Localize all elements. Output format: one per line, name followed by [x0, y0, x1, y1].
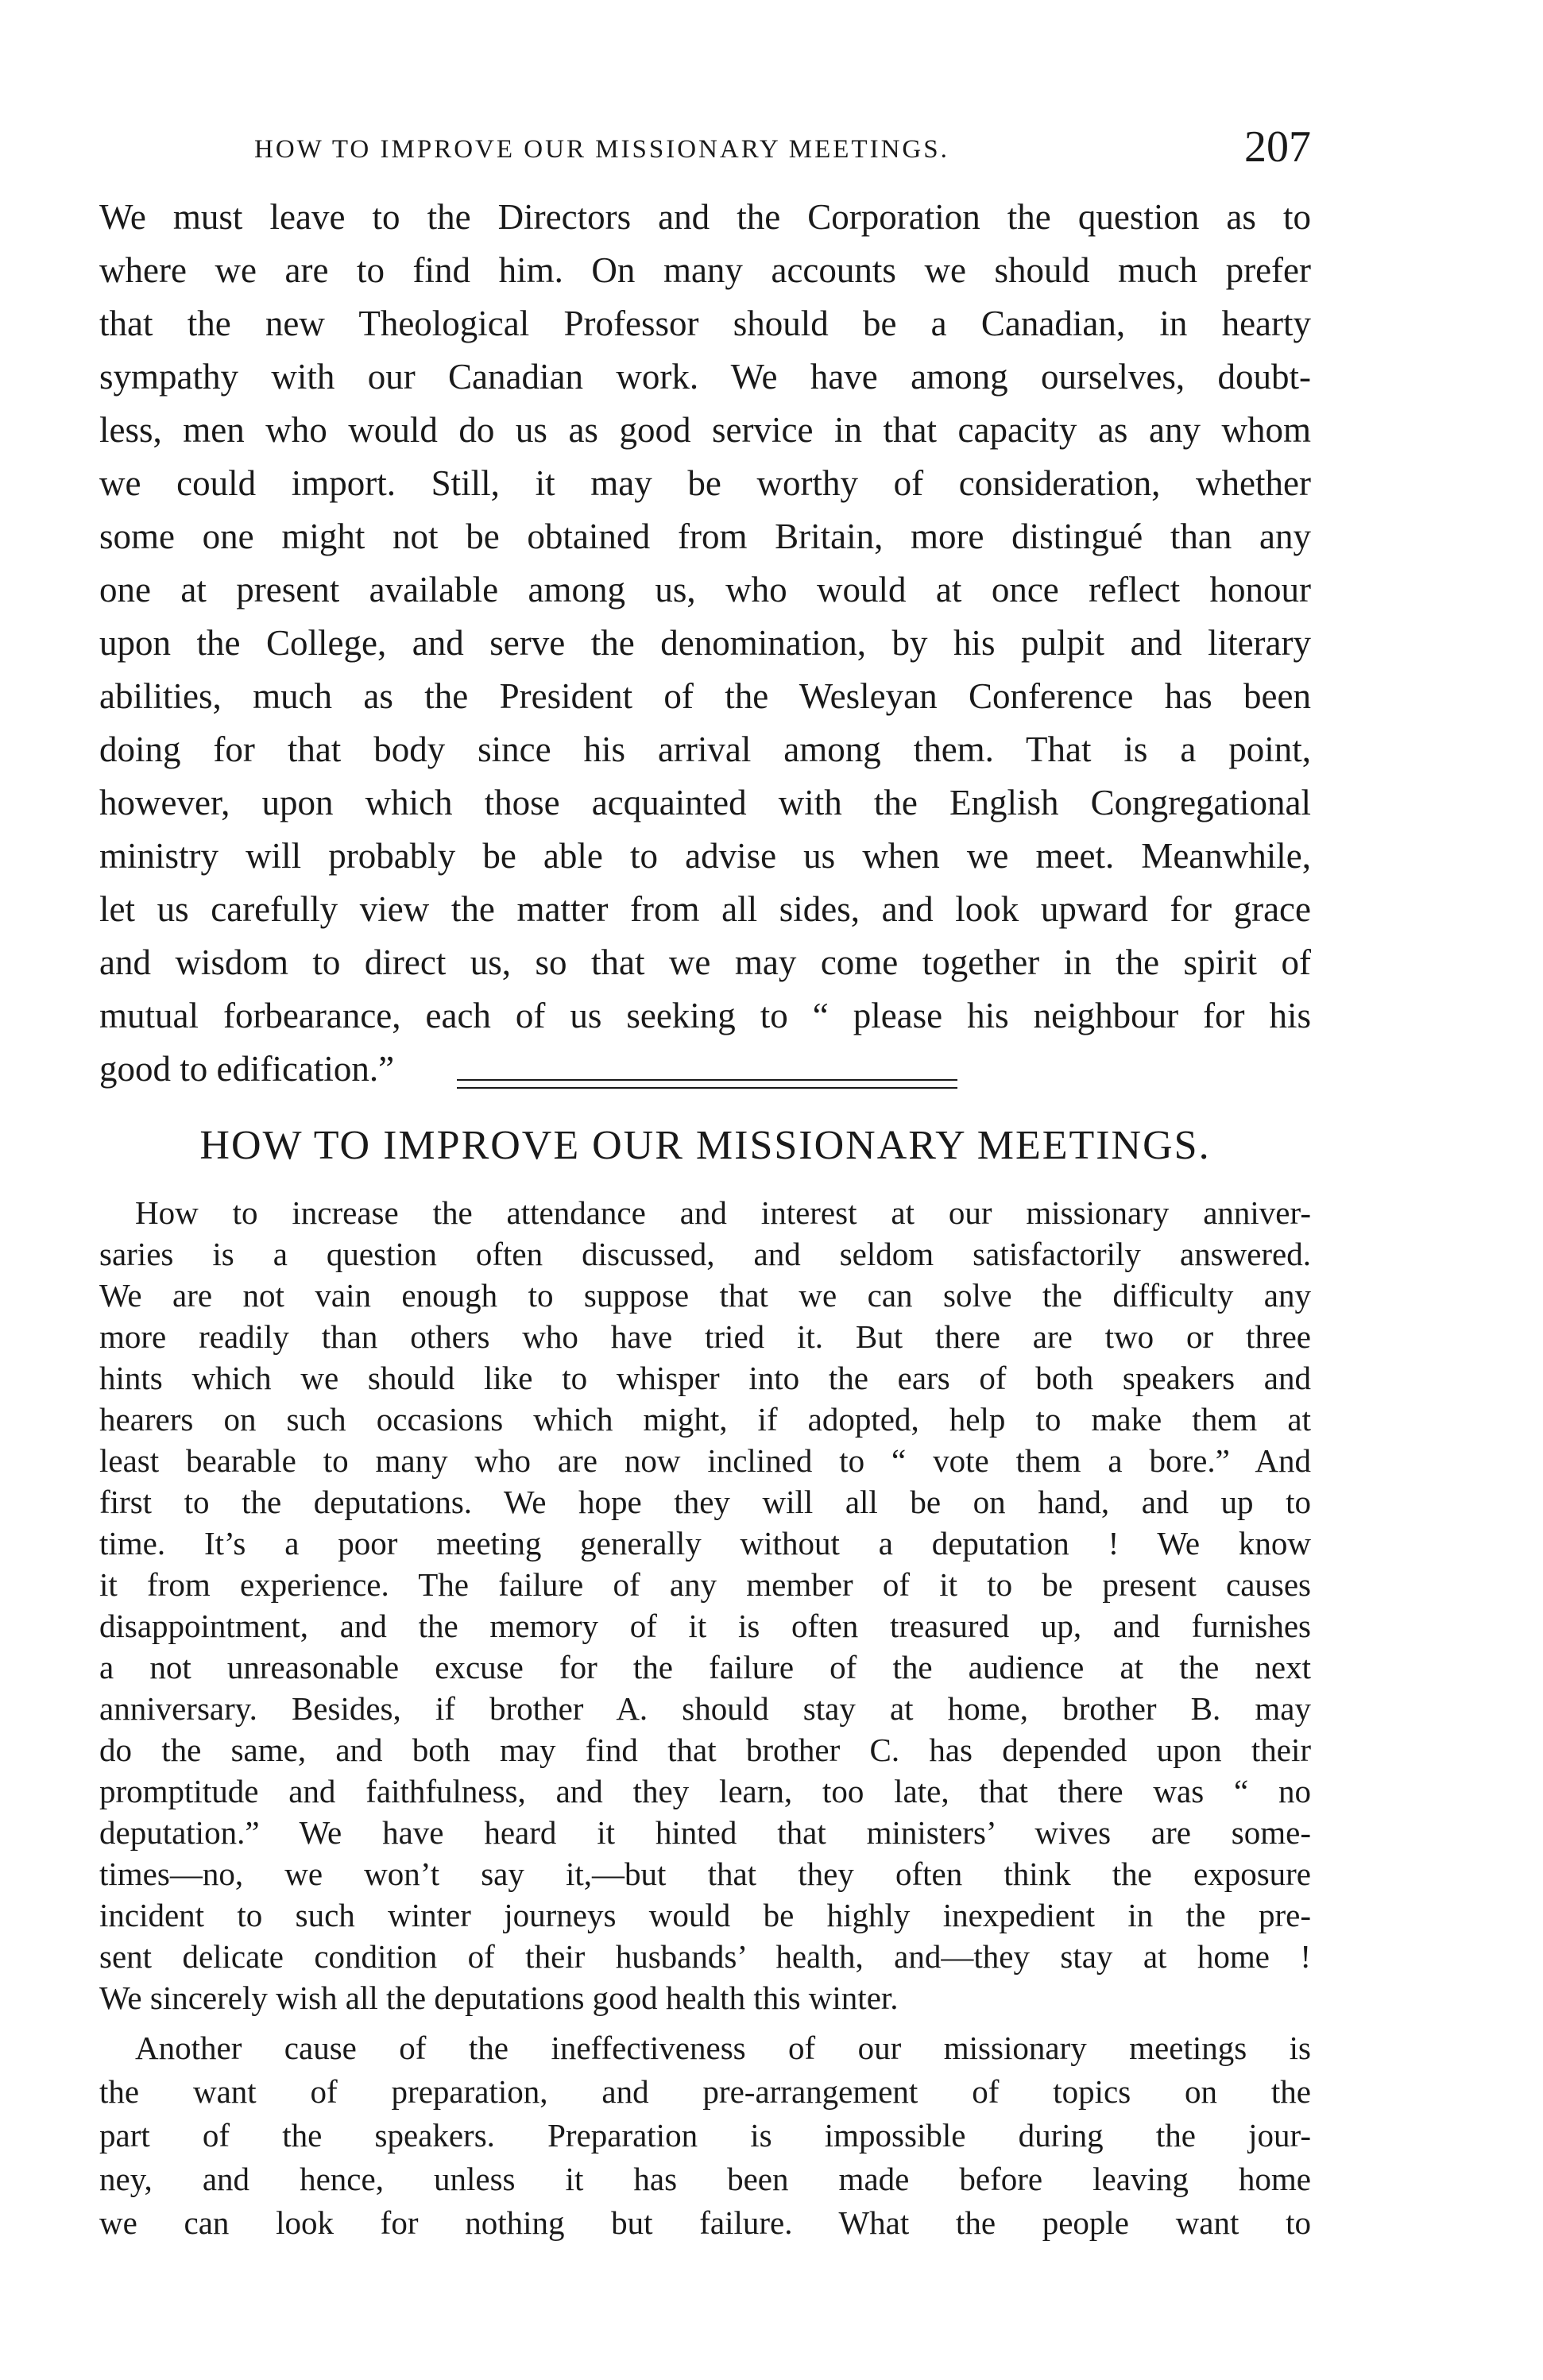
text-line: ney, and hence, unless it has been made before leaving home: [99, 2161, 1311, 2197]
text-line: incident to such winter journeys would be highly inexpedient in the pre-: [99, 1897, 1311, 1933]
text-line: good to edification.”: [99, 1049, 395, 1089]
text-line: a not unreasonable excuse for the failure of the audience at the next: [99, 1649, 1311, 1685]
text-line: hints which we should like to whisper into the ears of both speakers and: [99, 1360, 1311, 1396]
section-divider-bottom: [457, 1087, 957, 1089]
text-line: where we are to find him. On many accounts we should much prefer: [99, 250, 1311, 290]
text-line: How to increase the attendance and interest at our missionary anniver-: [135, 1194, 1311, 1231]
text-line: We must leave to the Directors and the Corporation the question as to: [99, 197, 1311, 237]
text-line: saries is a question often discussed, and seldom satisfactorily answered.: [99, 1236, 1311, 1272]
page-number: 207: [1244, 122, 1311, 172]
text-line: less, men who would do us as good service in that capacity as any whom: [99, 410, 1311, 450]
text-line: that the new Theological Professor should be a Canadian, in hearty: [99, 304, 1311, 343]
text-line: mutual forbearance, each of us seeking to “ please his neighbour for his: [99, 996, 1311, 1035]
text-line: let us carefully view the matter from all sides, and look upward for grace: [99, 889, 1311, 929]
paragraph-deputations: [99, 1192, 1311, 2018]
text-line: abilities, much as the President of the Wesleyan Conference has been: [99, 676, 1311, 716]
text-line: We are not vain enough to suppose that we can solve the difficulty any: [99, 1277, 1311, 1314]
text-line: time. It’s a poor meeting generally without a deputation ! We know: [99, 1525, 1311, 1562]
text-line: Another cause of the ineffectiveness of our missionary meetings is: [135, 2030, 1311, 2066]
text-line: some one might not be obtained from Britain, more distingué than any: [99, 517, 1311, 556]
text-line: least bearable to many who are now inclined to “ vote them a bore.” And: [99, 1442, 1311, 1479]
text-line: it from experience. The failure of any member of it to be present causes: [99, 1566, 1311, 1603]
upper-paragraph: [99, 191, 1311, 1096]
text-line: first to the deputations. We hope they will all be on hand, and up to: [99, 1484, 1311, 1520]
text-line: more readily than others who have tried it. But there are two or three: [99, 1318, 1311, 1355]
text-line: we could import. Still, it may be worthy of consideration, whether: [99, 463, 1311, 503]
text-line: part of the speakers. Preparation is impossible during the jour-: [99, 2117, 1311, 2154]
text-line: deputation.” We have heard it hinted that ministers’ wives are some-: [99, 1814, 1311, 1851]
text-line: however, upon which those acquainted with the English Congregational: [99, 783, 1311, 822]
text-line: and wisdom to direct us, so that we may come together in the spirit of: [99, 942, 1311, 982]
text-line: hearers on such occasions which might, if adopted, help to make them at: [99, 1401, 1311, 1438]
text-line: times—no, we won’t say it,—but that they often think the exposure: [99, 1856, 1311, 1892]
text-line: one at present available among us, who would at once reflect honour: [99, 570, 1311, 610]
text-line: sympathy with our Canadian work. We have among ourselves, doubt-: [99, 357, 1311, 397]
text-line: we can look for nothing but failure. What the people want to: [99, 2204, 1311, 2241]
running-head: [191, 119, 1311, 175]
section-title: HOW TO IMPROVE OUR MISSIONARY MEETINGS.: [199, 1123, 1211, 1168]
text-line: anniversary. Besides, if brother A. should stay at home, brother B. may: [99, 1690, 1311, 1727]
text-line: disappointment, and the memory of it is often treasured up, and furnishes: [99, 1608, 1311, 1644]
text-line: sent delicate condition of their husbands’ health, and—they stay at home !: [99, 1938, 1311, 1975]
text-line: doing for that body since his arrival among them. That is a point,: [99, 729, 1311, 769]
text-line: ministry will probably be able to advise us when we meet. Meanwhile,: [99, 836, 1311, 876]
text-line: the want of preparation, and pre-arrangement of topics on the: [99, 2073, 1311, 2110]
text-line: upon the College, and serve the denomination, by his pulpit and literary: [99, 623, 1311, 663]
paragraph-preparation: [99, 2026, 1311, 2245]
text-line: promptitude and faithfulness, and they learn, too late, that there was “ no: [99, 1773, 1311, 1809]
text-line: We sincerely wish all the deputations good health this winter.: [99, 1979, 899, 2016]
running-title: HOW TO IMPROVE OUR MISSIONARY MEETINGS.: [254, 135, 949, 164]
text-line: do the same, and both may find that brother C. has depended upon their: [99, 1732, 1311, 1768]
section-divider-top: [457, 1079, 957, 1081]
